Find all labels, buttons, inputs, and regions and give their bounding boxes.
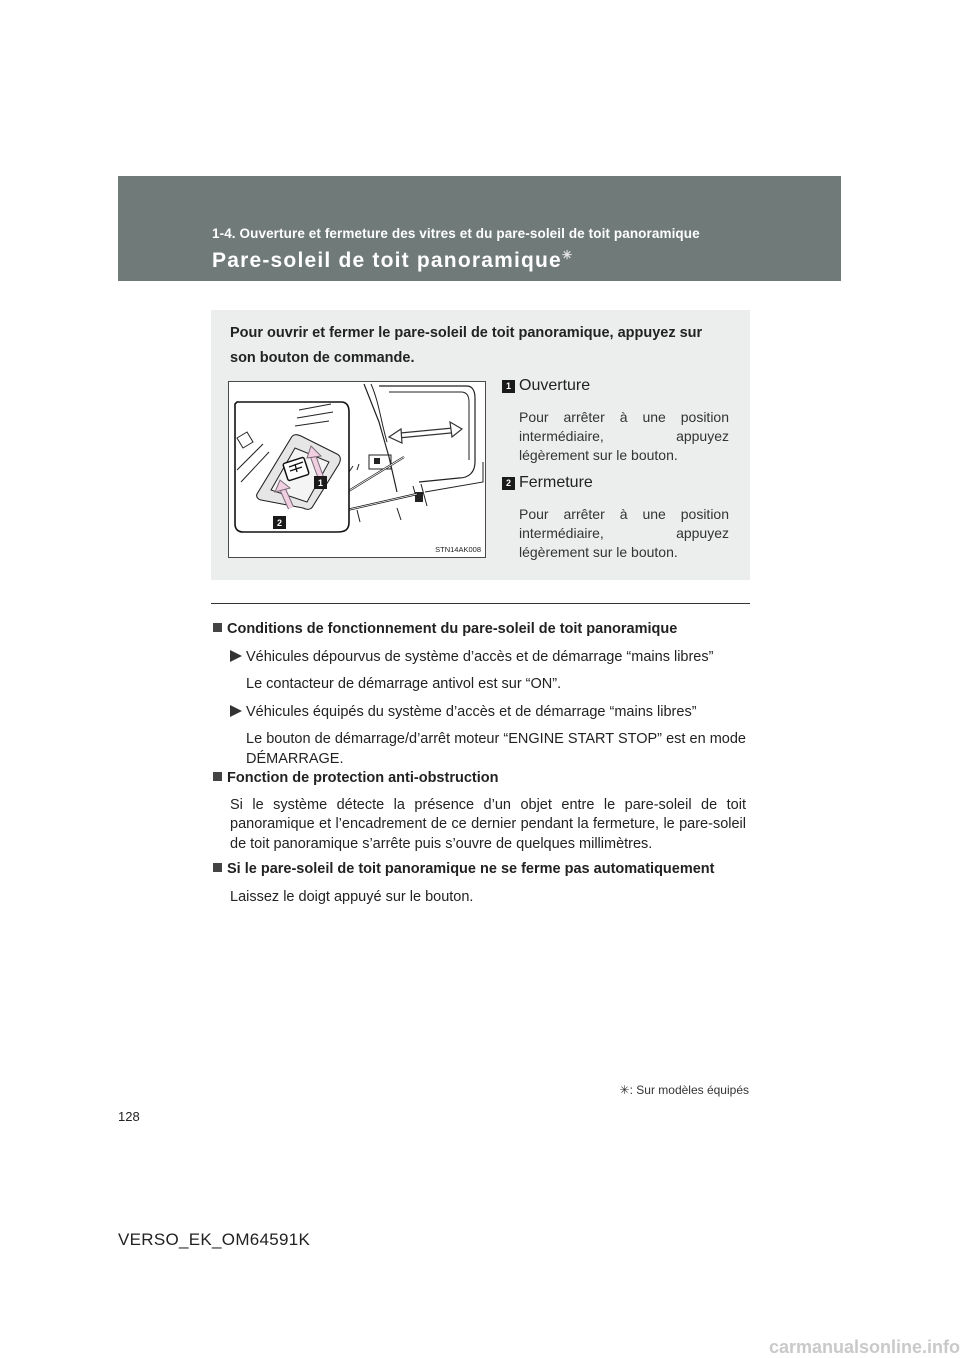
footnote-text: : Sur modèles équipés [629,1083,749,1097]
step-closing [502,474,729,562]
watermark: carmanualsonline.info [768,1337,960,1357]
step-opening [502,377,729,465]
section-title: 1-4. Ouverture et fermeture des vitres et du pare-soleil de toit panoramique [212,226,700,241]
list-item-detail: Le bouton de démarrage/d’arrêt moteur “ENGINE START STOP” est en mode DÉMARRAGE. [246,731,746,767]
square-bullet-icon [213,863,222,872]
list-item-detail: Le contacteur de démarrage antivol est sur “ON”. [246,676,562,692]
callout-2-label: 2 [276,518,283,528]
info-box [211,310,750,580]
step-opening-head [502,377,729,395]
triangle-bullet-icon [230,650,242,662]
list-item: Véhicules dépourvus de système d’accès et de démarrage “mains libres” [213,648,746,668]
conditions-section [213,620,746,769]
intro-text: Pour ouvrir et fermer le pare-soleil de toit panoramique, appuyez sur son bouton de commande. [230,325,703,366]
sunshade-switch-illustration [229,382,485,557]
header-band [118,176,841,281]
document-code: VERSO_EK_OM64591K [118,1230,311,1249]
anti-obstruction-section [213,769,746,854]
section-heading: Fonction de protection anti-obstruction [213,769,746,789]
step-title: Fermeture [519,474,593,491]
callout-1-label: 1 [317,478,324,488]
step-description: Pour arrêter à une position intermédiaire, appuyez légèrement sur le bouton. [519,506,729,560]
step-closing-head [502,474,729,492]
section-heading: Conditions de fonctionnement du pare-soleil de toit panoramique [213,620,746,640]
step-title: Ouverture [519,377,591,394]
footnote [620,1083,749,1097]
list-item: Véhicules équipés du système d’accès et de démarrage “mains libres” [213,703,746,723]
figure-code: STN14AK008 [435,545,481,554]
section-text: Si le système détecte la présence d’un objet entre le pare-soleil de toit panoramique et l’encadrement de ce dernier pendant la fermeture, le pare-soleil de toit panoramique s’arrête puis s’ouvre de quelques millimètres. [230,796,746,852]
step-number-badge: 2 [502,477,515,490]
illustration [228,381,486,558]
section-text: Laissez le doigt appuyé sur le bouton. [230,888,474,905]
square-bullet-icon [213,772,222,781]
square-bullet-icon [213,623,222,632]
page-number: 128 [118,1109,140,1124]
divider [211,603,750,604]
section-heading: Si le pare-soleil de toit panoramique ne se ferme pas automatiquement [213,860,746,880]
page-title [212,248,572,273]
step-description: Pour arrêter à une position intermédiaire, appuyez légèrement sur le bouton. [519,409,729,463]
step-number-badge: 1 [502,380,515,393]
page-title-text: Pare-soleil de toit panoramique [212,249,562,272]
triangle-bullet-icon [230,705,242,717]
asterisk-icon: ✳ [619,1083,630,1097]
not-closing-section [213,860,746,907]
optional-equipment-mark: ✳ [561,248,572,262]
